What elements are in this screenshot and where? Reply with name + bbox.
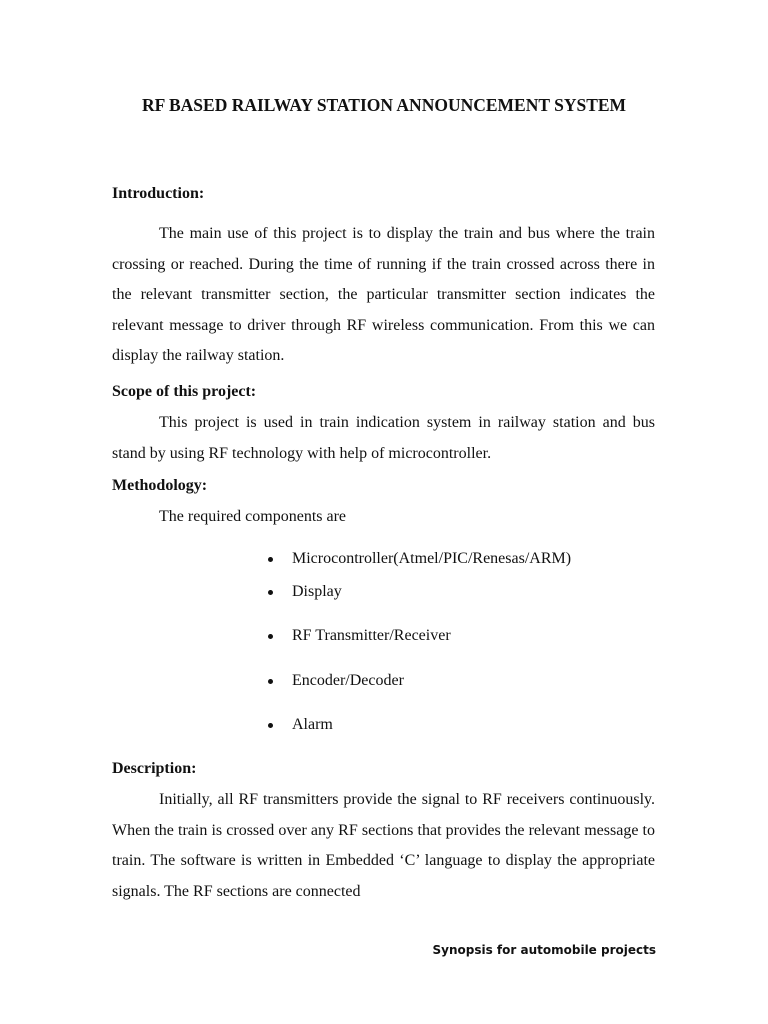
bullet-icon (268, 634, 273, 639)
scope-paragraph: This project is used in train indication system in railway station and bus stand by using RF technology with help of microcontroller. (112, 414, 655, 462)
component-list-item (268, 549, 571, 569)
introduction-paragraph: The main use of this project is to display the train and bus where the train crossing or reached. During the time of running if the train crossed across there in the relevant transmitter section, the particular transmitter section indicates the relevant message to driver through RF wireless communication. From this we can display the railway station. (112, 225, 655, 364)
component-label: Display (292, 583, 342, 600)
component-list-item (268, 671, 404, 691)
bullet-icon (268, 590, 273, 595)
methodology-heading: Methodology: (112, 477, 208, 494)
description-paragraph: Initially, all RF transmitters provide the signal to RF receivers continuously. When the train is crossed over any RF sections that provides the relevant message to train. The software is written in Embedded ‘C’ language to display the appropriate signals. The RF sections are connected (112, 791, 655, 900)
component-label: Microcontroller(Atmel/PIC/Renesas/ARM) (292, 550, 572, 567)
bullet-icon (268, 723, 273, 728)
scope-heading: Scope of this project: (112, 383, 257, 400)
introduction-heading: Introduction: (112, 185, 205, 202)
component-label: Encoder/Decoder (292, 672, 404, 689)
component-label: Alarm (292, 716, 333, 733)
bullet-icon (268, 679, 273, 684)
component-list-item (268, 626, 451, 646)
component-list-item (268, 582, 342, 602)
component-list-item (268, 715, 333, 735)
component-label: RF Transmitter/Receiver (292, 627, 451, 644)
page-footer: Synopsis for automobile projects (432, 943, 656, 957)
methodology-intro: The required components are (159, 508, 347, 525)
document-title: RF BASED RAILWAY STATION ANNOUNCEMENT SYSTEM (141, 95, 627, 115)
description-heading: Description: (112, 760, 197, 777)
bullet-icon (268, 557, 273, 562)
